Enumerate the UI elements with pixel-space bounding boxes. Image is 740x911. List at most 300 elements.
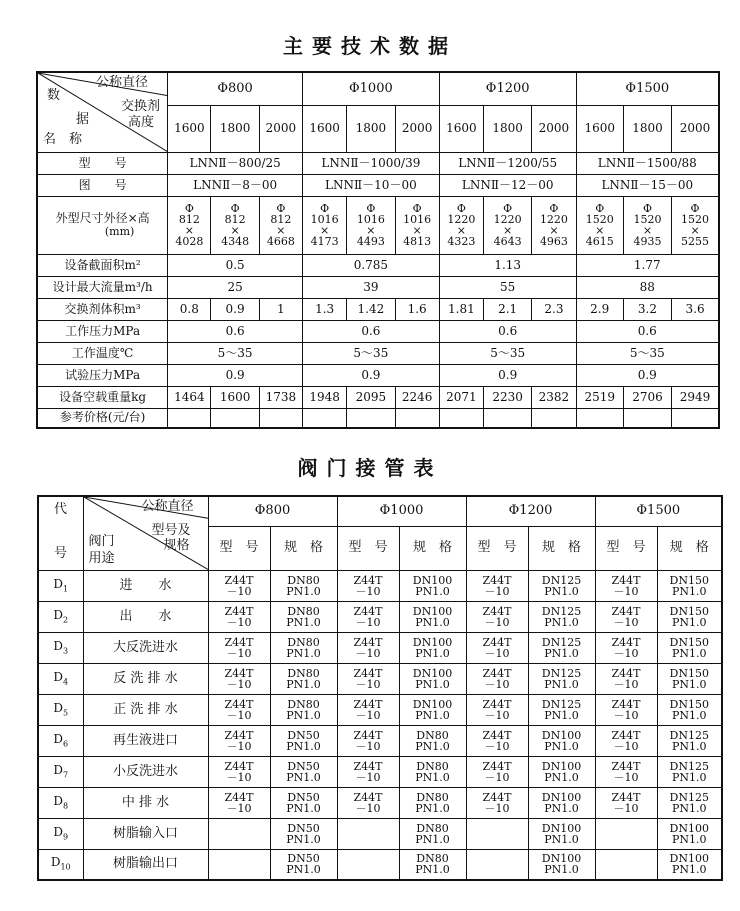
valve-model-line: －10 <box>484 584 510 598</box>
flow-label: 设计最大流量m³/h <box>37 276 168 298</box>
valve-spec-line: PN1.0 <box>672 677 707 691</box>
valve-row <box>38 787 722 818</box>
valve-model-line: －10 <box>484 615 510 629</box>
corner-name: 名 称 <box>43 132 83 147</box>
weight-cell: 2071 <box>439 386 483 408</box>
valve-spec-line: PN1.0 <box>672 584 707 598</box>
dimension-part: 4935 <box>633 235 662 248</box>
valve-model-cell <box>337 663 399 694</box>
valve-spec-line: PN1.0 <box>286 801 321 815</box>
code-cell <box>38 601 83 632</box>
code-letter: D <box>53 762 64 777</box>
valve-model-line: －10 <box>355 739 381 753</box>
dimension-part: × <box>366 224 376 237</box>
dimension-part: 4493 <box>356 235 385 248</box>
table1-corner-cell <box>37 72 168 152</box>
weight-label: 设备空载重量kg <box>37 386 168 408</box>
valve-spec-line: PN1.0 <box>286 708 321 722</box>
drawing-label: 图 号 <box>37 174 168 196</box>
valve-spec-line: DN100 <box>412 635 453 649</box>
valve-model-line: Z44T <box>353 790 383 804</box>
dimension-part: 4173 <box>310 235 339 248</box>
valve-spec-line: DN80 <box>416 728 449 742</box>
dimension-part: Φ <box>184 202 194 215</box>
valve-spec-line: DN80 <box>287 573 320 587</box>
valve-spec-cell <box>270 787 337 818</box>
resin-cell: 3.6 <box>672 298 719 320</box>
valve-model-line: Z44T <box>482 573 512 587</box>
dimension-part: Φ <box>642 202 652 215</box>
corner-ju: 据 <box>76 112 90 127</box>
valve-spec-line: PN1.0 <box>544 708 579 722</box>
valve-model-line: Z44T <box>482 604 512 618</box>
valve-model-cell <box>595 849 657 880</box>
valve-model-line: Z44T <box>224 604 254 618</box>
dimension-part: 1220 <box>539 213 568 226</box>
model-cell: LNNⅡ－1200/55 <box>439 152 576 174</box>
dimension-part: 1016 <box>356 213 385 226</box>
valve-spec-line: PN1.0 <box>672 646 707 660</box>
height-cell: 2000 <box>672 105 719 152</box>
code-cell <box>38 632 83 663</box>
code-index: 10 <box>60 862 71 872</box>
valve-spec-line: DN80 <box>287 604 320 618</box>
code-index: 9 <box>63 832 69 841</box>
valve-spec-line: PN1.0 <box>415 646 450 660</box>
valve-model-line: Z44T <box>353 697 383 711</box>
dimension-part: 812 <box>178 213 200 226</box>
code-cell <box>38 663 83 694</box>
valve-model-line: －10 <box>226 708 252 722</box>
valve-spec-cell <box>528 849 595 880</box>
valve-spec-cell <box>657 725 722 756</box>
valve-model-line: Z44T <box>224 759 254 773</box>
valve-spec-line: DN50 <box>287 790 320 804</box>
valve-model-line: Z44T <box>353 666 383 680</box>
dimension-part: Φ <box>230 202 240 215</box>
price-cell <box>439 408 483 428</box>
valve-spec-line: DN80 <box>416 790 449 804</box>
dimension-part: Φ <box>503 202 513 215</box>
resin-cell: 2.9 <box>576 298 623 320</box>
valve-model-line: Z44T <box>482 635 512 649</box>
valve-spec-line: DN100 <box>412 697 453 711</box>
code-letter: D <box>53 638 64 653</box>
valve-model-cell <box>595 787 657 818</box>
valve-spec-cell <box>528 694 595 725</box>
valve-spec-cell <box>528 663 595 694</box>
valve-spec-line: DN125 <box>669 728 709 742</box>
model-subheader: 型 号 <box>337 526 399 570</box>
code-letter: D <box>53 669 64 684</box>
dimension-cell <box>576 196 623 254</box>
use-cell: 小反洗进水 <box>83 756 208 787</box>
height-cell: 1800 <box>484 105 532 152</box>
valve-model-line: Z44T <box>224 790 254 804</box>
code-cell <box>38 570 83 601</box>
valve-spec-line: DN80 <box>287 697 320 711</box>
dimension-part: Φ <box>320 202 330 215</box>
valve-spec-line: PN1.0 <box>286 739 321 753</box>
dimension-cell <box>302 196 346 254</box>
valve-model-cell <box>595 663 657 694</box>
valve-spec-cell <box>399 787 466 818</box>
model-subheader: 型 号 <box>466 526 528 570</box>
valve-model-cell <box>466 632 528 663</box>
valve-model-line: －10 <box>226 801 252 815</box>
valve-spec-cell <box>399 725 466 756</box>
dimension-part: × <box>320 224 330 237</box>
weight-cell: 1600 <box>211 386 259 408</box>
price-cell <box>168 408 211 428</box>
valve-model-line: Z44T <box>353 635 383 649</box>
dimension-part: Φ <box>412 202 422 215</box>
dimension-part: × <box>549 224 559 237</box>
drawing-cell: LNNⅡ－15－00 <box>576 174 719 196</box>
dimension-part: 4963 <box>539 235 568 248</box>
valve-model-line: －10 <box>484 801 510 815</box>
valve-spec-cell <box>399 849 466 880</box>
valve-spec-line: DN50 <box>287 759 320 773</box>
area-cell: 1.77 <box>576 254 719 276</box>
dimension-part: 4643 <box>493 235 522 248</box>
valve-model-line: Z44T <box>611 697 641 711</box>
dimension-cell <box>168 196 211 254</box>
valve-spec-line: PN1.0 <box>672 863 707 877</box>
corner2-spec: 规格 <box>163 538 190 553</box>
test-cell: 0.9 <box>576 364 719 386</box>
weight-cell: 2230 <box>484 386 532 408</box>
valve-spec-line: DN50 <box>287 852 320 866</box>
valve-model-cell <box>208 849 270 880</box>
valve-model-line: －10 <box>226 770 252 784</box>
valve-model-line: Z44T <box>353 759 383 773</box>
valve-spec-line: DN125 <box>541 573 582 587</box>
weight-cell: 2095 <box>347 386 395 408</box>
valve-spec-line: PN1.0 <box>672 832 707 846</box>
valve-model-line: Z44T <box>224 635 254 649</box>
dimension-cell <box>484 196 532 254</box>
dimension-label-a: 外型尺寸 <box>55 211 104 226</box>
height-cell: 1800 <box>623 105 671 152</box>
dimension-part: Φ <box>366 202 376 215</box>
price-cell <box>672 408 719 428</box>
valve-model-line: －10 <box>613 584 639 598</box>
valve-model-line: －10 <box>226 646 252 660</box>
valve-model-line: －10 <box>484 739 510 753</box>
valve-model-line: Z44T <box>224 697 254 711</box>
drawing-cell: LNNⅡ－10－00 <box>302 174 439 196</box>
valve-model-line: －10 <box>226 615 252 629</box>
dimension-cell <box>347 196 395 254</box>
valve-spec-line: DN80 <box>416 821 449 835</box>
temp-cell: 5～35 <box>576 342 719 364</box>
height-cell: 2000 <box>259 105 302 152</box>
diameter-header: Φ1500 <box>576 72 719 105</box>
dimension-cell <box>439 196 483 254</box>
code-letter: D <box>53 576 64 591</box>
corner-nominal-diameter: 公称直径 <box>96 75 149 90</box>
price-cell <box>484 408 532 428</box>
code-letter: D <box>53 607 64 622</box>
valve-spec-line: PN1.0 <box>415 708 450 722</box>
valve-spec-cell <box>528 756 595 787</box>
price-cell <box>347 408 395 428</box>
valve-spec-line: DN150 <box>669 604 709 618</box>
valve-spec-line: PN1.0 <box>415 832 450 846</box>
price-cell <box>576 408 623 428</box>
valve-spec-line: PN1.0 <box>544 677 579 691</box>
code-letter: D <box>53 731 64 746</box>
corner2-model-and: 型号及 <box>151 523 191 538</box>
valve-model-line: －10 <box>613 646 639 660</box>
valve-spec-line: DN125 <box>669 759 709 773</box>
weight-cell: 2949 <box>672 386 719 408</box>
price-cell <box>302 408 346 428</box>
valve-model-line: Z44T <box>482 666 512 680</box>
price-cell <box>623 408 671 428</box>
corner2-use: 用途 <box>88 551 115 566</box>
valve-spec-line: DN100 <box>412 573 453 587</box>
valve-model-cell <box>466 694 528 725</box>
valve-model-cell <box>595 601 657 632</box>
valve-model-cell <box>208 694 270 725</box>
use-cell: 树脂输出口 <box>83 849 208 880</box>
dimension-part: 5255 <box>681 235 710 248</box>
valve-spec-line: PN1.0 <box>415 615 450 629</box>
valve-model-cell <box>595 725 657 756</box>
valve-spec-line: PN1.0 <box>286 863 321 877</box>
valve-spec-cell <box>270 601 337 632</box>
weight-cell: 2519 <box>576 386 623 408</box>
valve-row <box>38 818 722 849</box>
use-cell: 反 洗 排 水 <box>83 663 208 694</box>
valve-spec-cell <box>657 787 722 818</box>
valve-model-line: Z44T <box>611 573 641 587</box>
dimension-part: 4668 <box>266 235 295 248</box>
model-cell: LNNⅡ－1500/88 <box>576 152 719 174</box>
dimension-part: × <box>276 224 286 237</box>
dimension-part: 1520 <box>585 213 614 226</box>
height-cell: 1600 <box>168 105 211 152</box>
dimension-part: Φ <box>276 202 286 215</box>
valve-spec-line: DN125 <box>541 635 582 649</box>
valve-row <box>38 756 722 787</box>
resin-cell: 0.8 <box>168 298 211 320</box>
valve-spec-line: PN1.0 <box>415 677 450 691</box>
valve-model-cell <box>337 694 399 725</box>
price-label: 参考价格(元/台) <box>37 408 168 428</box>
valve-model-line: Z44T <box>224 666 254 680</box>
model-subheader: 型 号 <box>208 526 270 570</box>
spec-subheader: 规 格 <box>657 526 722 570</box>
valve-row <box>38 849 722 880</box>
valve-model-cell <box>337 632 399 663</box>
valve-model-line: Z44T <box>482 697 512 711</box>
valve-model-cell <box>337 787 399 818</box>
valve-model-line: －10 <box>484 708 510 722</box>
flow-cell: 25 <box>168 276 303 298</box>
valve-spec-line: PN1.0 <box>544 615 579 629</box>
valve-model-line: －10 <box>484 646 510 660</box>
valve-spec-line: PN1.0 <box>544 584 579 598</box>
corner2-valve: 阀门 <box>88 534 115 549</box>
price-cell <box>395 408 439 428</box>
valve-spec-line: DN50 <box>287 821 320 835</box>
valve-model-line: Z44T <box>353 604 383 618</box>
valve-model-cell <box>466 725 528 756</box>
code-cell <box>38 756 83 787</box>
code-letter: D <box>53 700 64 715</box>
price-cell <box>259 408 302 428</box>
valve-model-cell <box>208 756 270 787</box>
valve-spec-line: DN100 <box>541 821 582 835</box>
valve-model-line: －10 <box>613 770 639 784</box>
valve-spec-line: PN1.0 <box>415 770 450 784</box>
valve-model-line: －10 <box>226 677 252 691</box>
valve-spec-line: PN1.0 <box>286 615 321 629</box>
valve-model-line: －10 <box>355 677 381 691</box>
dimension-part: 1016 <box>403 213 432 226</box>
dimension-cell <box>532 196 576 254</box>
valve-model-line: －10 <box>484 770 510 784</box>
valve-model-line: －10 <box>355 584 381 598</box>
valve-spec-cell <box>399 756 466 787</box>
valve-model-line: －10 <box>613 615 639 629</box>
code-index: 1 <box>63 584 69 593</box>
flow-cell: 55 <box>439 276 576 298</box>
valve-spec-cell <box>399 818 466 849</box>
resin-cell: 2.3 <box>532 298 576 320</box>
valve-model-cell <box>208 601 270 632</box>
height-cell: 1600 <box>302 105 346 152</box>
dimension-part: Φ <box>690 202 700 215</box>
valve-model-cell <box>595 756 657 787</box>
drawing-cell: LNNⅡ－12－00 <box>439 174 576 196</box>
code-index: 3 <box>63 646 69 655</box>
price-cell <box>532 408 576 428</box>
valve-model-line: Z44T <box>611 635 641 649</box>
pressure-label: 工作压力MPa <box>37 320 168 342</box>
valve-spec-line: PN1.0 <box>672 615 707 629</box>
code-cell <box>38 694 83 725</box>
valve-diameter-header: Φ1500 <box>595 496 722 526</box>
valve-spec-line: PN1.0 <box>544 801 579 815</box>
model-cell: LNNⅡ－1000/39 <box>302 152 439 174</box>
dimension-label-c: (mm) <box>104 225 135 238</box>
resin-cell: 1.81 <box>439 298 483 320</box>
valve-model-line: －10 <box>613 708 639 722</box>
valve-model-cell <box>337 601 399 632</box>
valve-model-line: －10 <box>355 615 381 629</box>
valve-spec-cell <box>657 632 722 663</box>
resin-cell: 1.6 <box>395 298 439 320</box>
height-cell: 1800 <box>347 105 395 152</box>
valve-spec-cell <box>270 663 337 694</box>
height-cell: 2000 <box>532 105 576 152</box>
corner2-nominal-diameter: 公称直径 <box>141 499 194 514</box>
valve-model-cell <box>337 818 399 849</box>
valve-spec-line: DN100 <box>669 821 709 835</box>
valve-model-line: Z44T <box>611 728 641 742</box>
valve-model-line: －10 <box>355 708 381 722</box>
code-cell <box>38 849 83 880</box>
valve-spec-cell <box>270 849 337 880</box>
dimension-part: × <box>412 224 422 237</box>
test-cell: 0.9 <box>168 364 303 386</box>
valve-model-cell <box>208 818 270 849</box>
weight-cell: 1948 <box>302 386 346 408</box>
valve-spec-line: DN125 <box>541 604 582 618</box>
test-label: 试验压力MPa <box>37 364 168 386</box>
valve-spec-line: DN150 <box>669 697 709 711</box>
valve-spec-cell <box>270 818 337 849</box>
valve-spec-cell <box>399 601 466 632</box>
use-cell: 正 洗 排 水 <box>83 694 208 725</box>
valve-model-line: Z44T <box>224 728 254 742</box>
corner-exchanger: 交换剂 <box>121 99 161 114</box>
valve-spec-line: DN150 <box>669 635 709 649</box>
code-index: 8 <box>63 801 69 810</box>
table1-title: 主要技术数据 <box>283 34 457 58</box>
valve-model-line: －10 <box>355 770 381 784</box>
valve-model-line: －10 <box>613 739 639 753</box>
dimension-label-b: 外径×高 <box>103 211 150 226</box>
dimension-part: 812 <box>224 213 246 226</box>
height-cell: 1600 <box>576 105 623 152</box>
valve-spec-line: DN80 <box>287 635 320 649</box>
valve-model-line: －10 <box>613 801 639 815</box>
valve-spec-line: PN1.0 <box>415 863 450 877</box>
dimension-part: 4813 <box>403 235 432 248</box>
valve-spec-line: PN1.0 <box>286 770 321 784</box>
resin-label: 交换剂体积m³ <box>37 298 168 320</box>
valve-spec-line: DN150 <box>669 666 709 680</box>
weight-cell: 2382 <box>532 386 576 408</box>
valve-spec-line: DN125 <box>669 790 709 804</box>
valve-spec-cell <box>399 632 466 663</box>
valve-spec-cell <box>657 849 722 880</box>
valve-spec-line: DN100 <box>669 852 709 866</box>
diameter-header: Φ800 <box>168 72 303 105</box>
valve-spec-line: DN100 <box>412 604 453 618</box>
area-cell: 1.13 <box>439 254 576 276</box>
dimension-part: × <box>230 224 240 237</box>
temp-cell: 5～35 <box>302 342 439 364</box>
height-cell: 1800 <box>211 105 259 152</box>
valve-model-line: －10 <box>355 646 381 660</box>
resin-cell: 2.1 <box>484 298 532 320</box>
area-cell: 0.785 <box>302 254 439 276</box>
dimension-cell <box>395 196 439 254</box>
valve-spec-line: PN1.0 <box>286 832 321 846</box>
code-header-bottom: 号 <box>54 546 68 561</box>
valve-model-line: Z44T <box>224 573 254 587</box>
dimension-part: × <box>595 224 605 237</box>
valve-model-cell <box>466 601 528 632</box>
valve-spec-line: DN80 <box>287 666 320 680</box>
valve-spec-line: PN1.0 <box>672 770 707 784</box>
weight-cell: 1738 <box>259 386 302 408</box>
valve-model-cell <box>466 849 528 880</box>
valve-model-cell <box>337 725 399 756</box>
valve-spec-cell <box>657 663 722 694</box>
valve-spec-line: DN100 <box>412 666 453 680</box>
valve-spec-line: PN1.0 <box>544 646 579 660</box>
model-label: 型 号 <box>37 152 168 174</box>
code-letter: D <box>50 855 61 870</box>
valve-spec-cell <box>270 632 337 663</box>
